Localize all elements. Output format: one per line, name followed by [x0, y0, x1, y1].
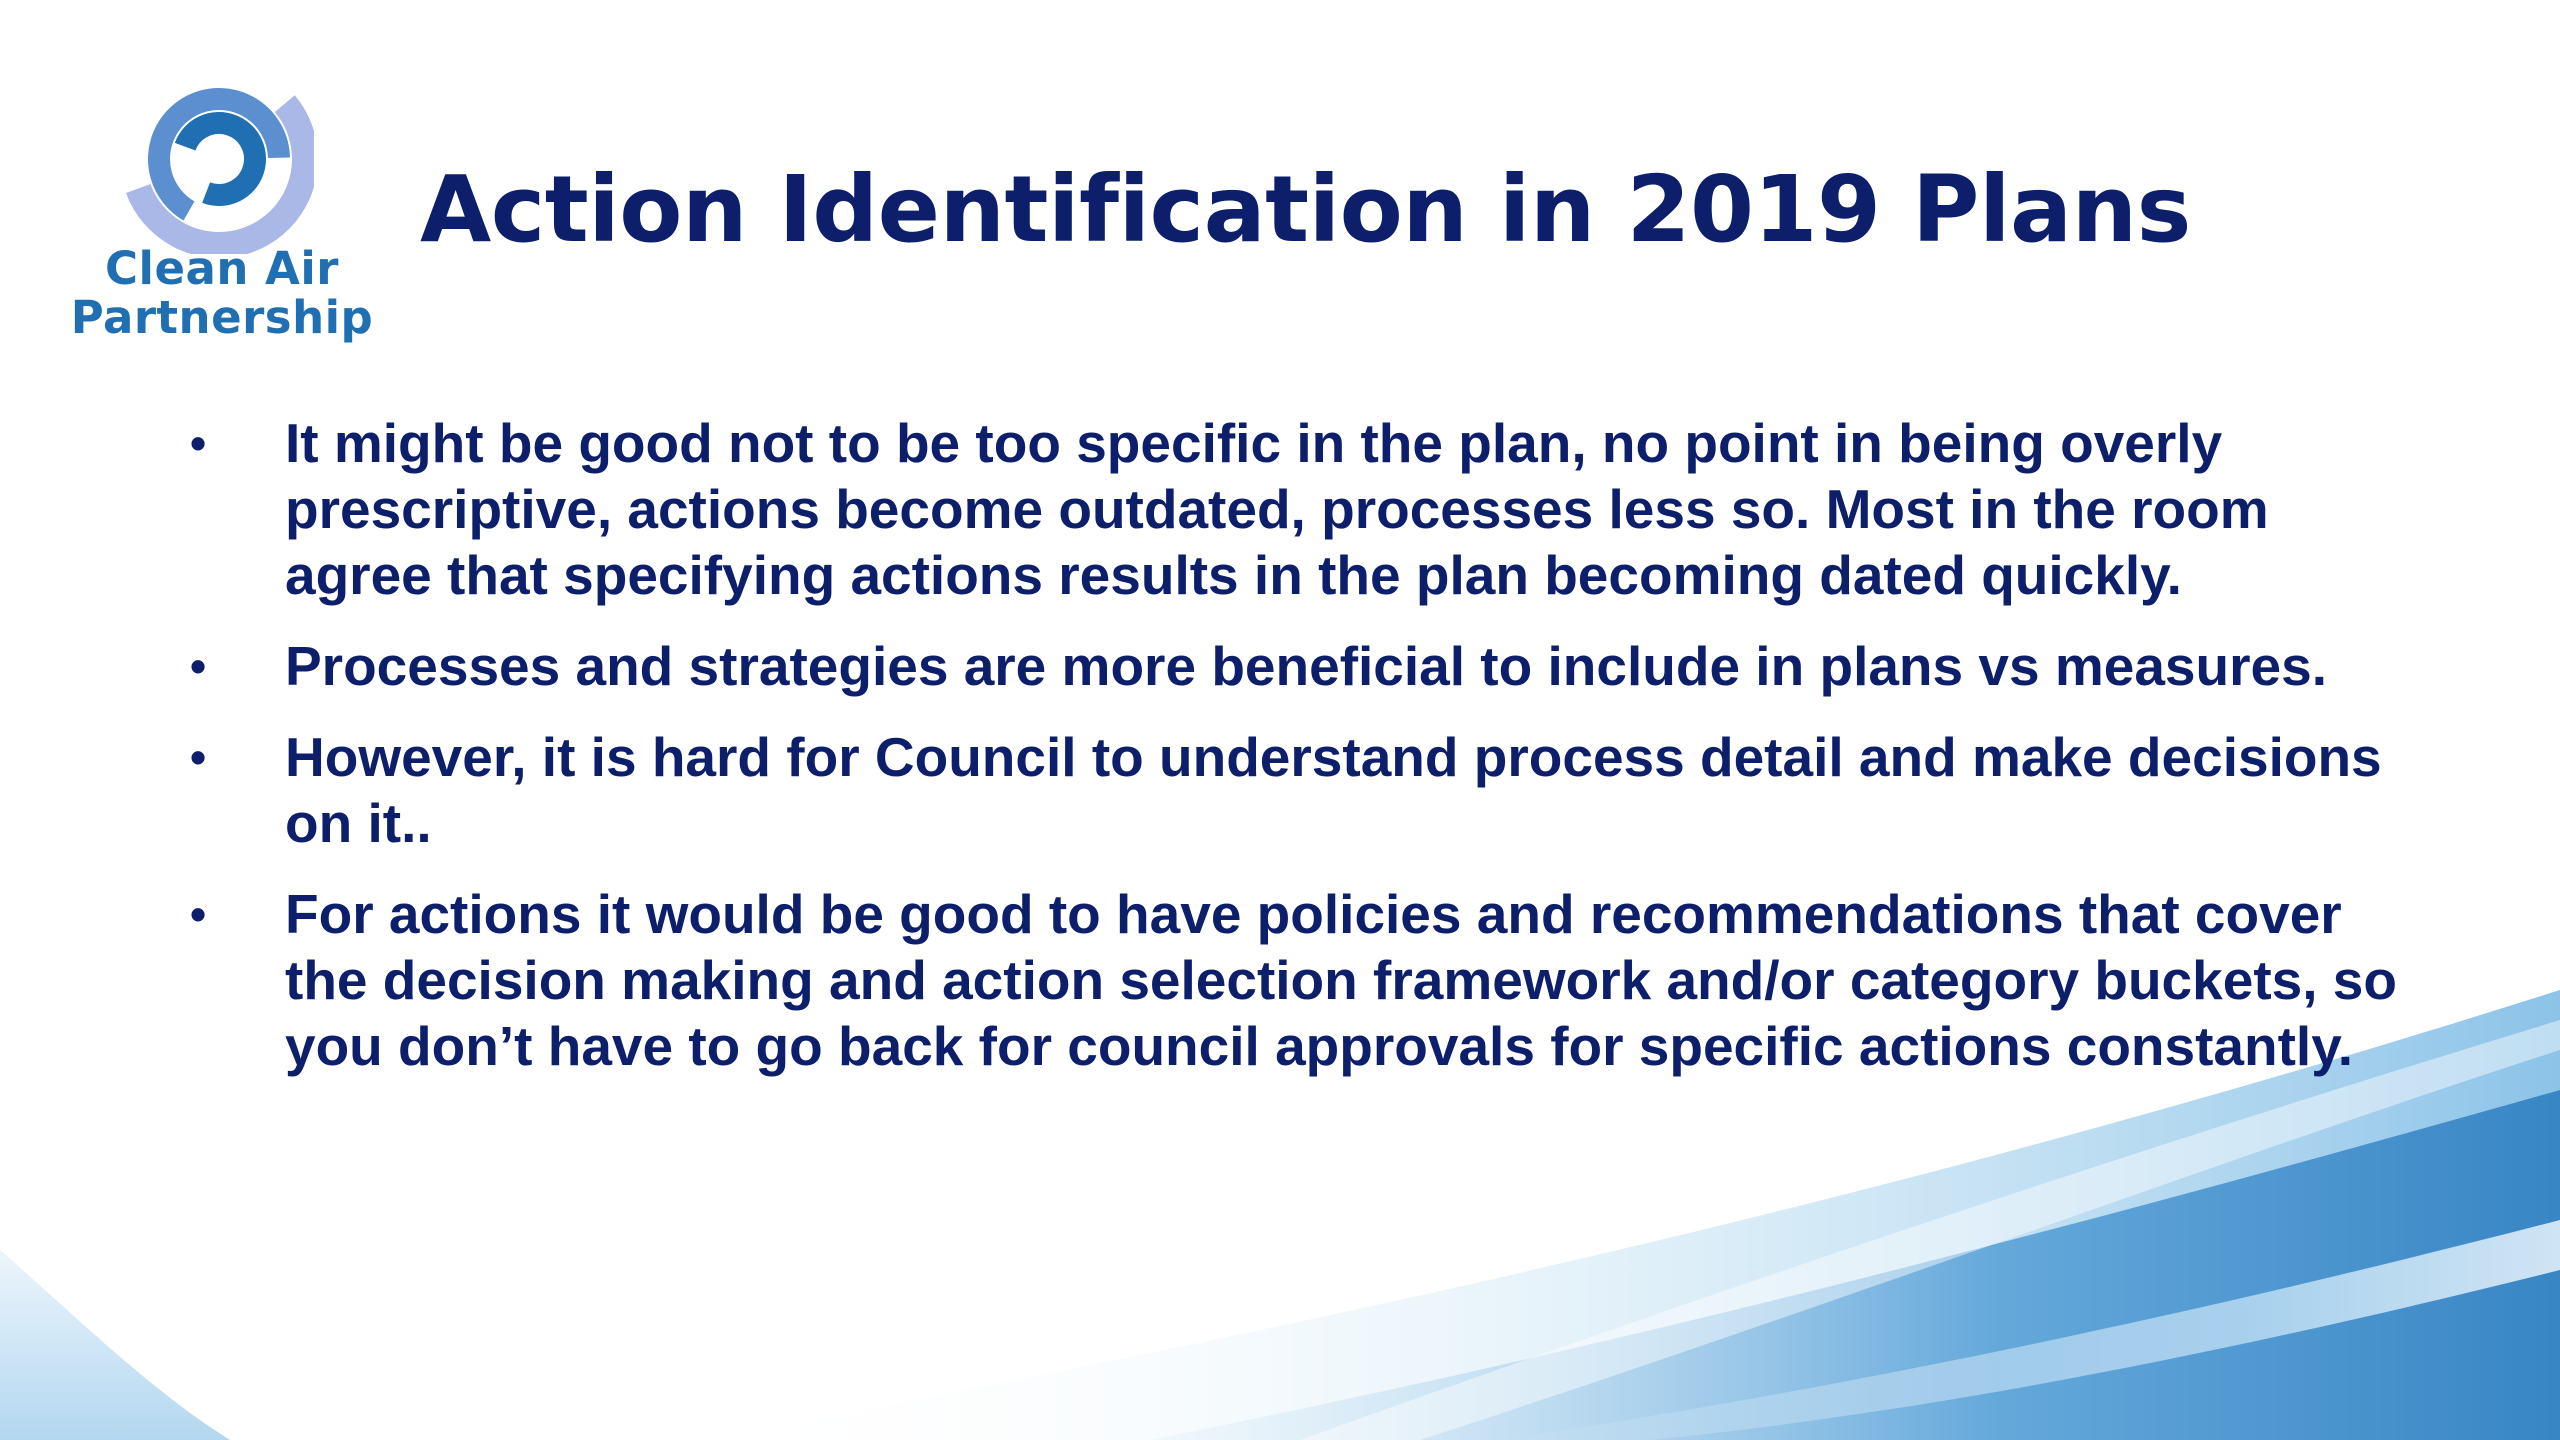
- logo-line-2: Partnership: [70, 291, 374, 344]
- bullet-item: [180, 724, 2400, 856]
- logo-line-1: Clean Air: [105, 242, 339, 295]
- bullet-item: [180, 410, 2400, 608]
- slide-title: Action Identification in 2019 Plans: [420, 156, 2191, 263]
- bullet-text: It might be good not to be too specific in the plan, no point in being overly prescriptive, actions become outdated, processes less so. Most in the room agree that specifying actions results in the plan becoming dated quickly.: [285, 412, 2269, 606]
- logo-wordmark: [62, 244, 382, 342]
- bullet-list: [180, 410, 2400, 1104]
- bullet-item: [180, 881, 2400, 1079]
- bullet-item: [180, 633, 2400, 699]
- bullet-marker: •: [190, 417, 207, 469]
- clean-air-partnership-logo: [62, 64, 382, 354]
- wave-left-glow: [0, 1250, 230, 1440]
- bullet-text: For actions it would be good to have policies and recommendations that cover the decision making and action selection framework and/or category buckets, so you don’t have to go back for council approvals for specific actions constantly.: [285, 883, 2397, 1077]
- bullet-text: Processes and strategies are more beneficial to include in plans vs measures.: [285, 635, 2327, 697]
- bullet-marker: •: [190, 640, 207, 692]
- bullet-text: However, it is hard for Council to understand process detail and make decisions on it..: [285, 726, 2382, 854]
- swirl-logo-icon: [124, 64, 314, 254]
- bullet-marker: •: [190, 731, 207, 783]
- bullet-marker: •: [190, 888, 207, 940]
